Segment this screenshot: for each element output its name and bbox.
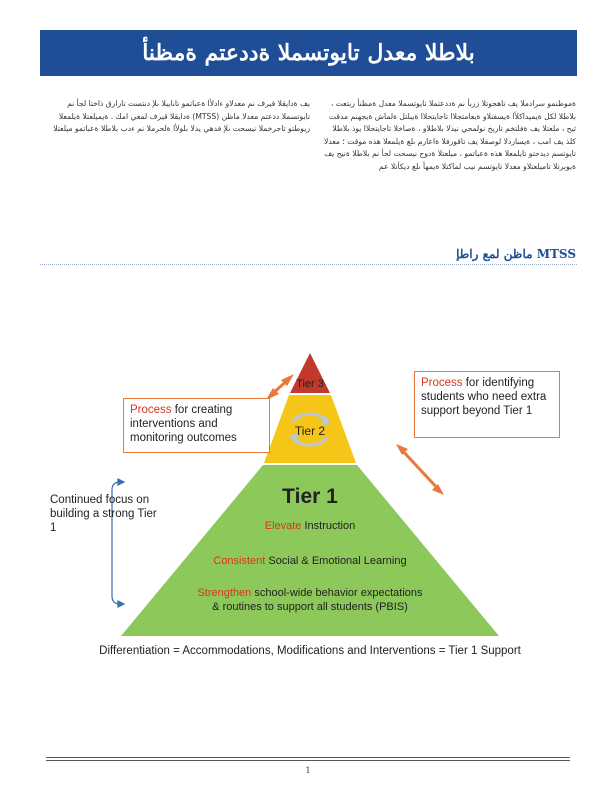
tier1-item-text: school-wide behavior expectations xyxy=(251,587,423,599)
tier1-label: Tier 1 xyxy=(282,485,338,508)
footer-rule-thin xyxy=(46,760,570,761)
section-heading: MTSS ماظن لمع راطإ xyxy=(456,247,576,261)
footer-rule xyxy=(46,757,570,758)
tier1-item-accent: Elevate xyxy=(264,520,302,532)
callout-right-text: for identifying students who need extra support beyond Tier 1 xyxy=(421,377,547,417)
focus-note: Continued focus on building a strong Tier 1 xyxy=(50,494,157,534)
intro-paragraph-right: ةموظنمو سرادملا يف تاهجوتلا زربأ نم ةددعتملا تايوتسملا معدل ةمظنأ ربتعت ، بلاطلا لكل ةيميداكلأا ةيسفنلاو ةيعامتجلاا تاجايتحلاا ةيبلتل ةلماش ةيجهنم مدقت ثيح ، ملعتلا يف ةفلتخم تاربخ نولمحي نيذلا بلاطلاو ، ةصاخلا تاجايتحلاا يوذ بلاطلا كلذ يف امب ، ةيساردلا لوصفلا يف تاقورفلا ةاعارم ىلع ةيلمعلا هذه موقت ؛ معدلا تايوتسم ديدحتو تايلمعلا هذه ةعباتمو ، ميلعتلا ةدوج نيسحت لجأ نم بلاطلا ةنيح يف ةيوبرتلا تاميلعتلاو معدلا تايوتسم نيب لماكتلا ةيمهأ ىلع ديكأتلا عم xyxy=(323,99,576,171)
tier1-item-text: Social & Emotional Learning xyxy=(265,555,407,567)
tier2-label: Tier 2 xyxy=(294,424,326,438)
tier1-item-behavior-continuation: & routines to support all students (PBIS) xyxy=(212,601,408,613)
intro-paragraph-left: يف ةدايقلا قيرف نم معدلاو ءادلأا ةعباتمو تانايبلا ىلإ دنتست تارارق ذاختا لجأ نم تايوتسملا ددعتم معدلا ماظن (MTSS) ةدايقلا قيرف لمعي امك . ةيميلعتلا ةيلمعلا ريوطتو تاجرخملا نيسحت ىلإ فدهي يذلا ىلولأا ةلحرملا نم ءدب بلاطلا ةعباتمو ميلعتلا xyxy=(53,99,310,134)
callout-left-accent: Process xyxy=(130,404,172,416)
tier1-item-accent: Strengthen xyxy=(197,587,252,599)
page-number: 1 xyxy=(305,766,311,775)
tier3-label: Tier 3 xyxy=(296,378,324,390)
callout-identify-students xyxy=(414,371,560,438)
banner-title: بلاطلا معدل تايوتسملا ةددعتم ةمظنأ xyxy=(142,40,475,66)
tier1-item-instruction xyxy=(150,520,470,533)
callout-left-text: for creating interventions and monitoring outcomes xyxy=(130,404,237,444)
tier1-item-sel xyxy=(150,555,470,568)
callout-interventions xyxy=(123,398,270,453)
tier1-item-accent: Consistent xyxy=(213,555,266,567)
differentiation-footnote: Differentiation = Accommodations, Modifications and Interventions = Tier 1 Support xyxy=(99,645,521,657)
callout-right-accent: Process xyxy=(421,377,463,389)
tier1-item-text: Instruction xyxy=(301,520,356,532)
double-arrow-right-icon xyxy=(396,444,444,495)
tier1-item-behavior xyxy=(150,587,470,600)
